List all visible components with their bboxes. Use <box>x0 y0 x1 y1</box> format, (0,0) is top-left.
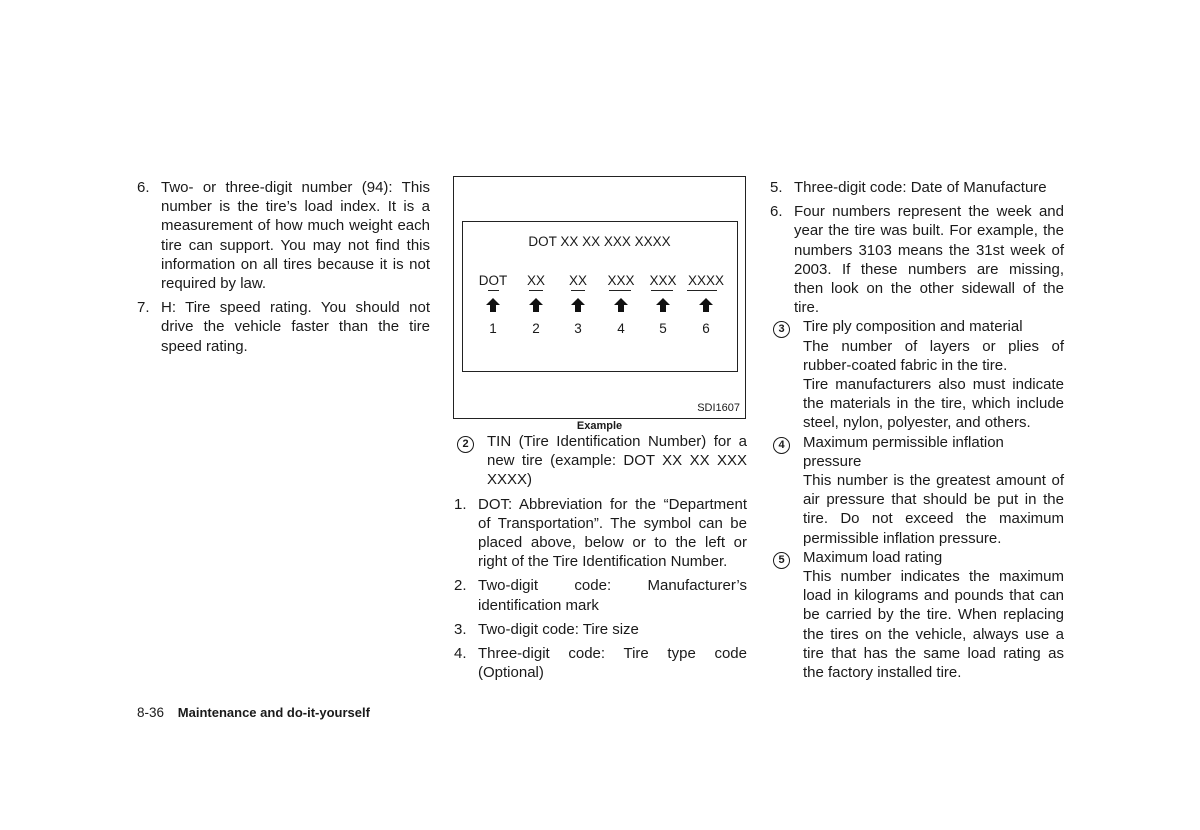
item-number: 2. <box>454 577 467 595</box>
item-text: DOT: Abbreviation for the “Department of Transportation”. The symbol can be placed above, below or to the left or right of the Tire Identification Number. <box>478 495 747 571</box>
list-item <box>137 178 430 293</box>
circled-number: 5 <box>773 552 790 569</box>
item-text: Four numbers represent the week and year the tire was built. For example, the numbers 3103 means the 31st week of 2003. If these numbers are missing, then look on the other sidewall of the tire. <box>794 203 1064 317</box>
segment-label: XXX <box>607 273 635 288</box>
section-title: Maintenance and do-it-yourself <box>177 705 370 720</box>
circled-number: 3 <box>773 321 790 338</box>
item-number: 4. <box>454 645 467 663</box>
right-column <box>770 178 1064 682</box>
segment-number: 4 <box>617 321 625 336</box>
circled-item <box>454 432 747 490</box>
circled-number: 2 <box>457 436 474 453</box>
item-number: 6. <box>770 203 783 221</box>
dot-example-line: DOT XX XX XXX XXXX <box>528 234 671 249</box>
up-arrow-icon <box>486 298 500 312</box>
item-paragraph: Tire manufacturers also must indicate the materials in the tire, which include steel, nylon, polyester, and others. <box>803 376 1064 432</box>
segment-underline <box>651 290 673 291</box>
item-text: Two-digit code: Manufacturer’s identification mark <box>478 577 747 614</box>
item-number: 3. <box>454 620 467 638</box>
list-item <box>454 576 747 614</box>
figure-code: SDI1607 <box>697 402 740 414</box>
page-number: 8-36 <box>137 705 165 720</box>
item-number: 7. <box>137 299 150 317</box>
segment-label: XX <box>526 273 546 288</box>
up-arrow-icon <box>529 298 543 312</box>
segment-label: XX <box>568 273 588 288</box>
segment-underline <box>529 290 543 291</box>
segment-number: 3 <box>574 321 582 336</box>
list-item <box>137 298 430 356</box>
up-arrow-icon <box>571 298 585 312</box>
segment-label: DOT <box>478 273 508 288</box>
up-arrow-icon <box>614 298 628 312</box>
item-text: Three-digit code: Date of Manufacture <box>794 179 1047 196</box>
segment-label: XXX <box>649 273 677 288</box>
segment-number: 6 <box>702 321 710 336</box>
item-heading: Tire ply composition and material <box>803 318 1023 336</box>
list-item <box>770 202 1064 317</box>
segment-number: 1 <box>489 321 497 336</box>
item-heading: Maximum permissible inflation pressure <box>803 433 1004 470</box>
segment-underline <box>488 290 499 291</box>
segment-underline <box>609 290 631 291</box>
item-heading: Maximum load rating <box>803 548 943 566</box>
item-text: Two-digit code: Tire size <box>478 620 639 638</box>
list-item <box>770 178 1064 197</box>
item-text: TIN (Tire Identification Number) for a new tire (example: DOT XX XX XXX XXXX) <box>487 433 747 489</box>
item-text: Two- or three-digit number (94): This number is the tire’s load index. It is a measurement of how much weight each tire can support. You may not find this information on all tires because it is not required by law. <box>161 179 430 293</box>
list-item <box>454 495 747 572</box>
item-number: 5. <box>770 179 783 196</box>
item-number: 6. <box>137 179 150 196</box>
circled-item <box>770 317 1064 432</box>
segment-underline <box>687 290 717 291</box>
item-paragraph: The number of layers or plies of rubber-coated fabric in the tire. <box>803 337 1064 374</box>
item-text: Three-digit code: Tire type code (Optional) <box>478 645 747 682</box>
item-paragraph: This number is the greatest amount of air pressure that should be put in the tire. Do not exceed the maximum permissible inflation pressure. <box>803 472 1064 547</box>
list-item <box>454 644 747 682</box>
circled-item <box>770 433 1064 548</box>
item-paragraph: This number indicates the maximum load in kilograms and pounds that can be carried by the tire. When replacing the tires on the vehicle, always use a tire that has the same load rating as the factory installed tire. <box>803 568 1064 682</box>
list-item <box>454 620 747 639</box>
item-text: H: Tire speed rating. You should not drive the vehicle faster than the tire speed rating. <box>161 299 430 355</box>
item-number: 1. <box>454 495 467 513</box>
middle-column <box>454 432 747 687</box>
left-column <box>137 178 430 361</box>
segment-underline <box>571 290 585 291</box>
segment-number: 5 <box>659 321 667 336</box>
segment-label: XXXX <box>687 273 725 288</box>
page-footer <box>137 705 370 720</box>
tire-id-figure <box>453 176 746 419</box>
circled-item <box>770 548 1064 682</box>
segment-number: 2 <box>532 321 540 336</box>
up-arrow-icon <box>656 298 670 312</box>
circled-number: 4 <box>773 437 790 454</box>
figure-caption: Example <box>576 420 623 432</box>
up-arrow-icon <box>699 298 713 312</box>
